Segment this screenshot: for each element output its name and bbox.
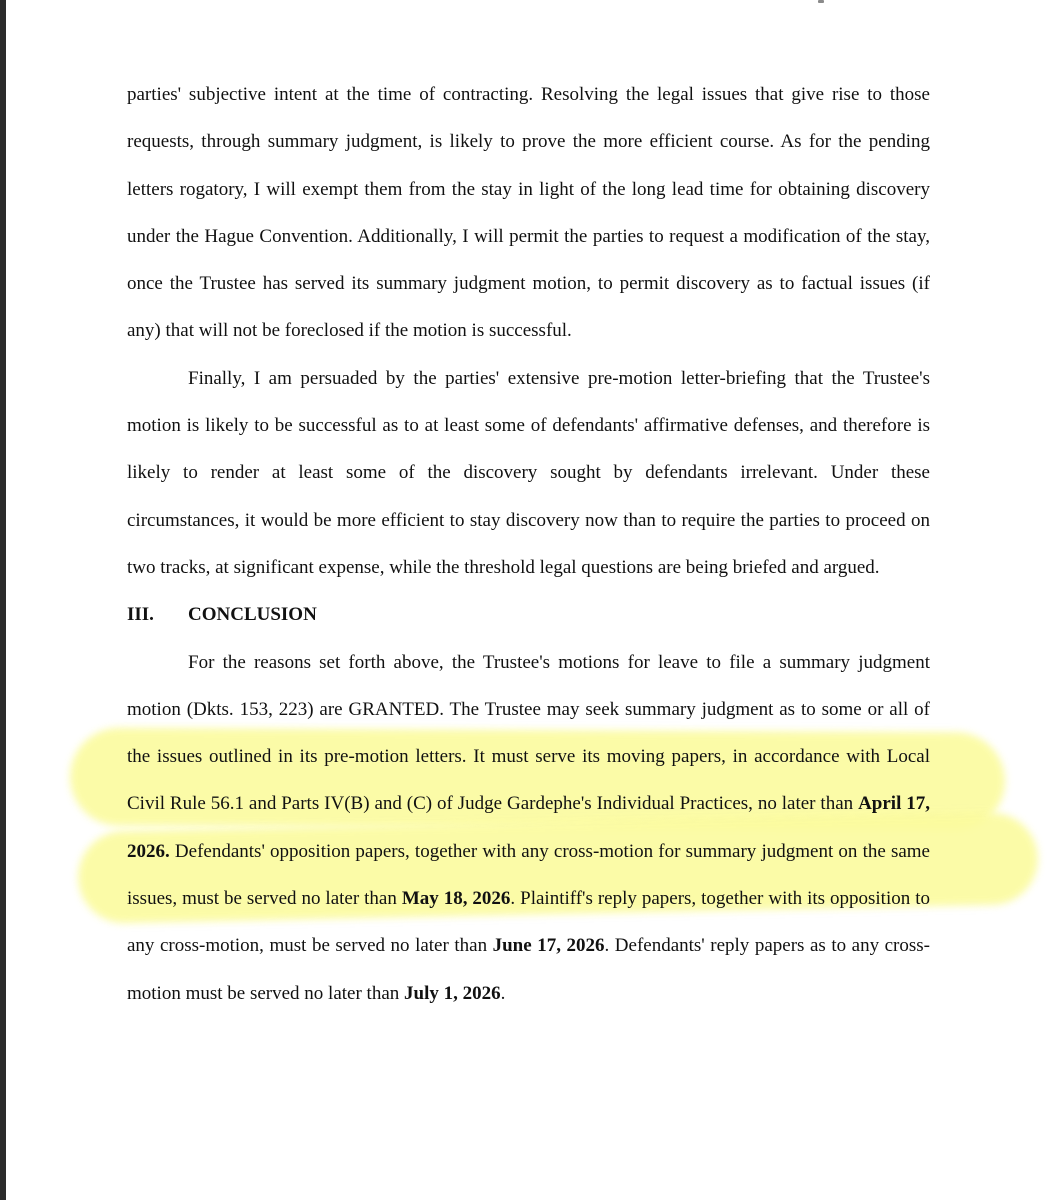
document-page xyxy=(127,71,930,1017)
section-heading xyxy=(127,591,930,638)
paragraph-3-text-2: Defendants' opposition papers, together with any cross-motion for summary judgment on the same issues, must be served no later than xyxy=(127,840,930,910)
deadline-date-2: May 18, 2026 xyxy=(401,888,511,910)
paragraph-3 xyxy=(127,639,930,1017)
deadline-date-4: July 1, 2026 xyxy=(404,982,501,1004)
paragraph-3-text-3: . Plaintiff's reply papers, together with its opposition to any cross-motion, must be served no later than xyxy=(127,888,930,957)
page-edge-rule xyxy=(0,0,6,1200)
deadline-date-1: April 17, 2026. xyxy=(127,793,931,862)
paragraph-3-text-5: . xyxy=(500,982,506,1004)
paragraph-2: Finally, I am persuaded by the parties' extensive pre-motion letter-briefing that the Trustee's motion is likely to be successful as to at least some of defendants' affirmative defenses, and therefore is likely to render at least some of the discovery sought by defendants irrelevant. Under these circumstances, it would be more efficient to stay discovery now than to require the parties to proceed on two tracks, at significant expense, while the threshold legal questions are being briefed and argued. xyxy=(127,367,930,578)
page-top-mark xyxy=(818,0,824,3)
section-number: III. xyxy=(127,604,154,626)
paragraph-3-text-1: For the reasons set forth above, the Trustee's motions for leave to file a summary judgment motion (Dkts. 153, 223) are GRANTED. The Trustee may seek summary judgment as to some or all of the issues outlined in its pre-motion letters. It must serve its moving papers, in accordance with Local Civil Rule 56.1 and Parts IV(B) and (C) of Judge Gardephe's Individual Practices, no later than xyxy=(127,651,930,815)
paragraph-3-text-4: . Defendants' reply papers as to any cross-motion must be served no later than xyxy=(127,935,930,1004)
deadline-date-3: June 17, 2026 xyxy=(492,935,605,957)
section-title: CONCLUSION xyxy=(188,604,317,626)
paragraph-1: parties' subjective intent at the time of contracting. Resolving the legal issues that give rise to those requests, through summary judgment, is likely to prove the more efficient course. As for the pending letters rogatory, I will exempt them from the stay in light of the long lead time for obtaining discovery under the Hague Convention. Additionally, I will permit the parties to request a modification of the stay, once the Trustee has served its summary judgment motion, to permit discovery as to factual issues (if any) that will not be foreclosed if the motion is successful. xyxy=(127,84,930,342)
